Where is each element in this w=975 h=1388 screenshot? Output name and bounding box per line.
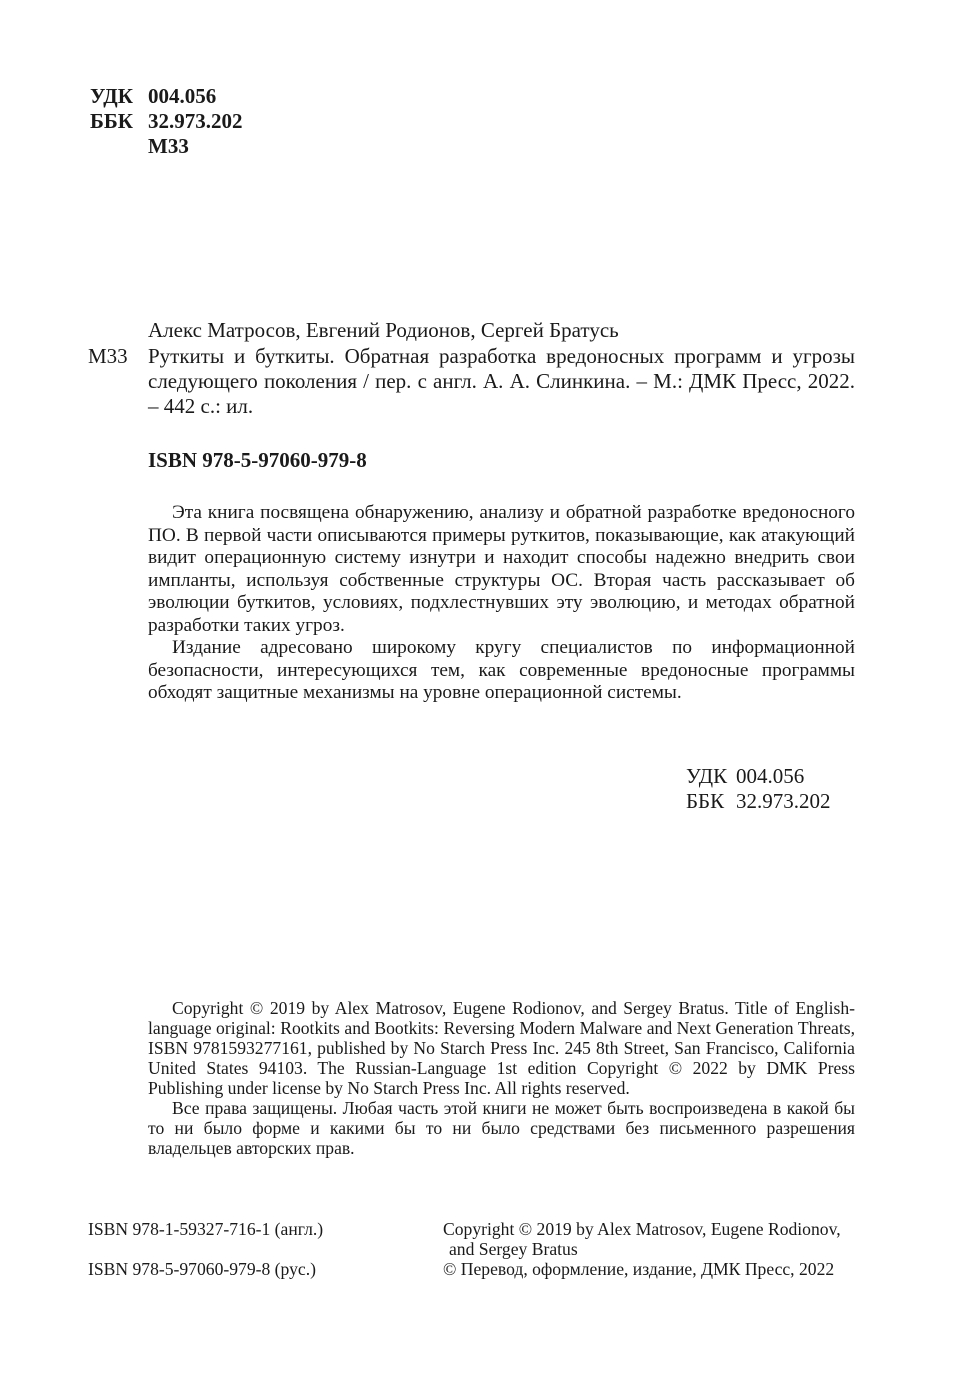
- bbk-row: [686, 789, 831, 814]
- udk-value: 004.056: [736, 764, 805, 788]
- bottom-classification-codes: [686, 764, 831, 814]
- bbk-value: 32.973.202: [148, 109, 243, 133]
- bbk-label: ББК: [686, 789, 725, 813]
- cutter-code: М33: [148, 134, 189, 158]
- copyright-notice: [148, 998, 855, 1158]
- copyright-paragraph-russian: Все права защищены. Любая часть этой книги не может быть воспроизведена в какой бы то ни было форме и какими бы то ни было средствами без письменного разрешения владельцев авторских прав.: [148, 1098, 855, 1158]
- abstract: [148, 502, 855, 705]
- bibliography-cutter: М33: [88, 344, 128, 368]
- cutter-row: [90, 134, 243, 159]
- udk-value: 004.056: [148, 84, 217, 108]
- udk-row: [686, 764, 831, 789]
- bbk-row: [90, 109, 243, 134]
- isbn-english: ISBN 978-1-59327-716-1 (англ.): [88, 1219, 324, 1239]
- copyright-translation: © Перевод, оформление, издание, ДМК Пресс, 2022: [443, 1259, 835, 1279]
- isbn-russian: ISBN 978-5-97060-979-8 (рус.): [88, 1259, 316, 1279]
- udk-row: [90, 84, 243, 109]
- bbk-value: 32.973.202: [736, 789, 831, 813]
- main-isbn: ISBN 978-5-97060-979-8: [148, 448, 367, 472]
- copyright-original-line: and Sergey Bratus: [449, 1239, 578, 1259]
- udk-label: УДК: [90, 84, 133, 108]
- abstract-paragraph: Издание адресовано широкому кругу специалистов по информационной безопасности, интересующихся тем, как современные вредоносные программы обходят защитные механизмы на уровне операционной системы.: [148, 637, 855, 703]
- top-classification-codes: [90, 84, 243, 159]
- abstract-paragraph: Эта книга посвящена обнаружению, анализу и обратной разработке вредоносного ПО. В первой части описываются примеры руткитов, показывающие, как атакующий видит операционную систему изнутри и находит способы надежно внедрить свои импланты, используя собственные структуры ОС. Вторая часть рассказывает об эволюции буткитов, условиях, подхлестнувших эту эволюцию, и методах обратной разработки таких угроз.: [148, 502, 855, 636]
- udk-label: УДК: [686, 764, 728, 788]
- bbk-label: ББК: [90, 109, 133, 133]
- copyright-paragraph-english: Copyright © 2019 by Alex Matrosov, Eugene Rodionov, and Sergey Bratus. Title of English-language original: Rootkits and Bootkits: Reversing Modern Malware and Next Generation Threats, ISBN 9781593277161, published by No Starch Press Inc. 245 8th Street, San Francisco, California United States 94103. The Russian-Language 1st edition Copyright © 2022 by DMK Press Publishing under license by No Starch Press Inc. All rights reserved.: [148, 998, 855, 1098]
- copyright-original: [443, 1219, 863, 1259]
- bibliography-description: Руткиты и буткиты. Обратная разработка вредоносных программ и угрозы следующего поколения / пер. с англ. А. А. Слинкина. – М.: ДМК Пресс, 2022. – 442 с.: ил.: [148, 344, 855, 418]
- copyright-original-line: Copyright © 2019 by Alex Matrosov, Eugene Rodionov,: [443, 1219, 841, 1239]
- authors-line: Алекс Матросов, Евгений Родионов, Сергей Братусь: [148, 318, 619, 342]
